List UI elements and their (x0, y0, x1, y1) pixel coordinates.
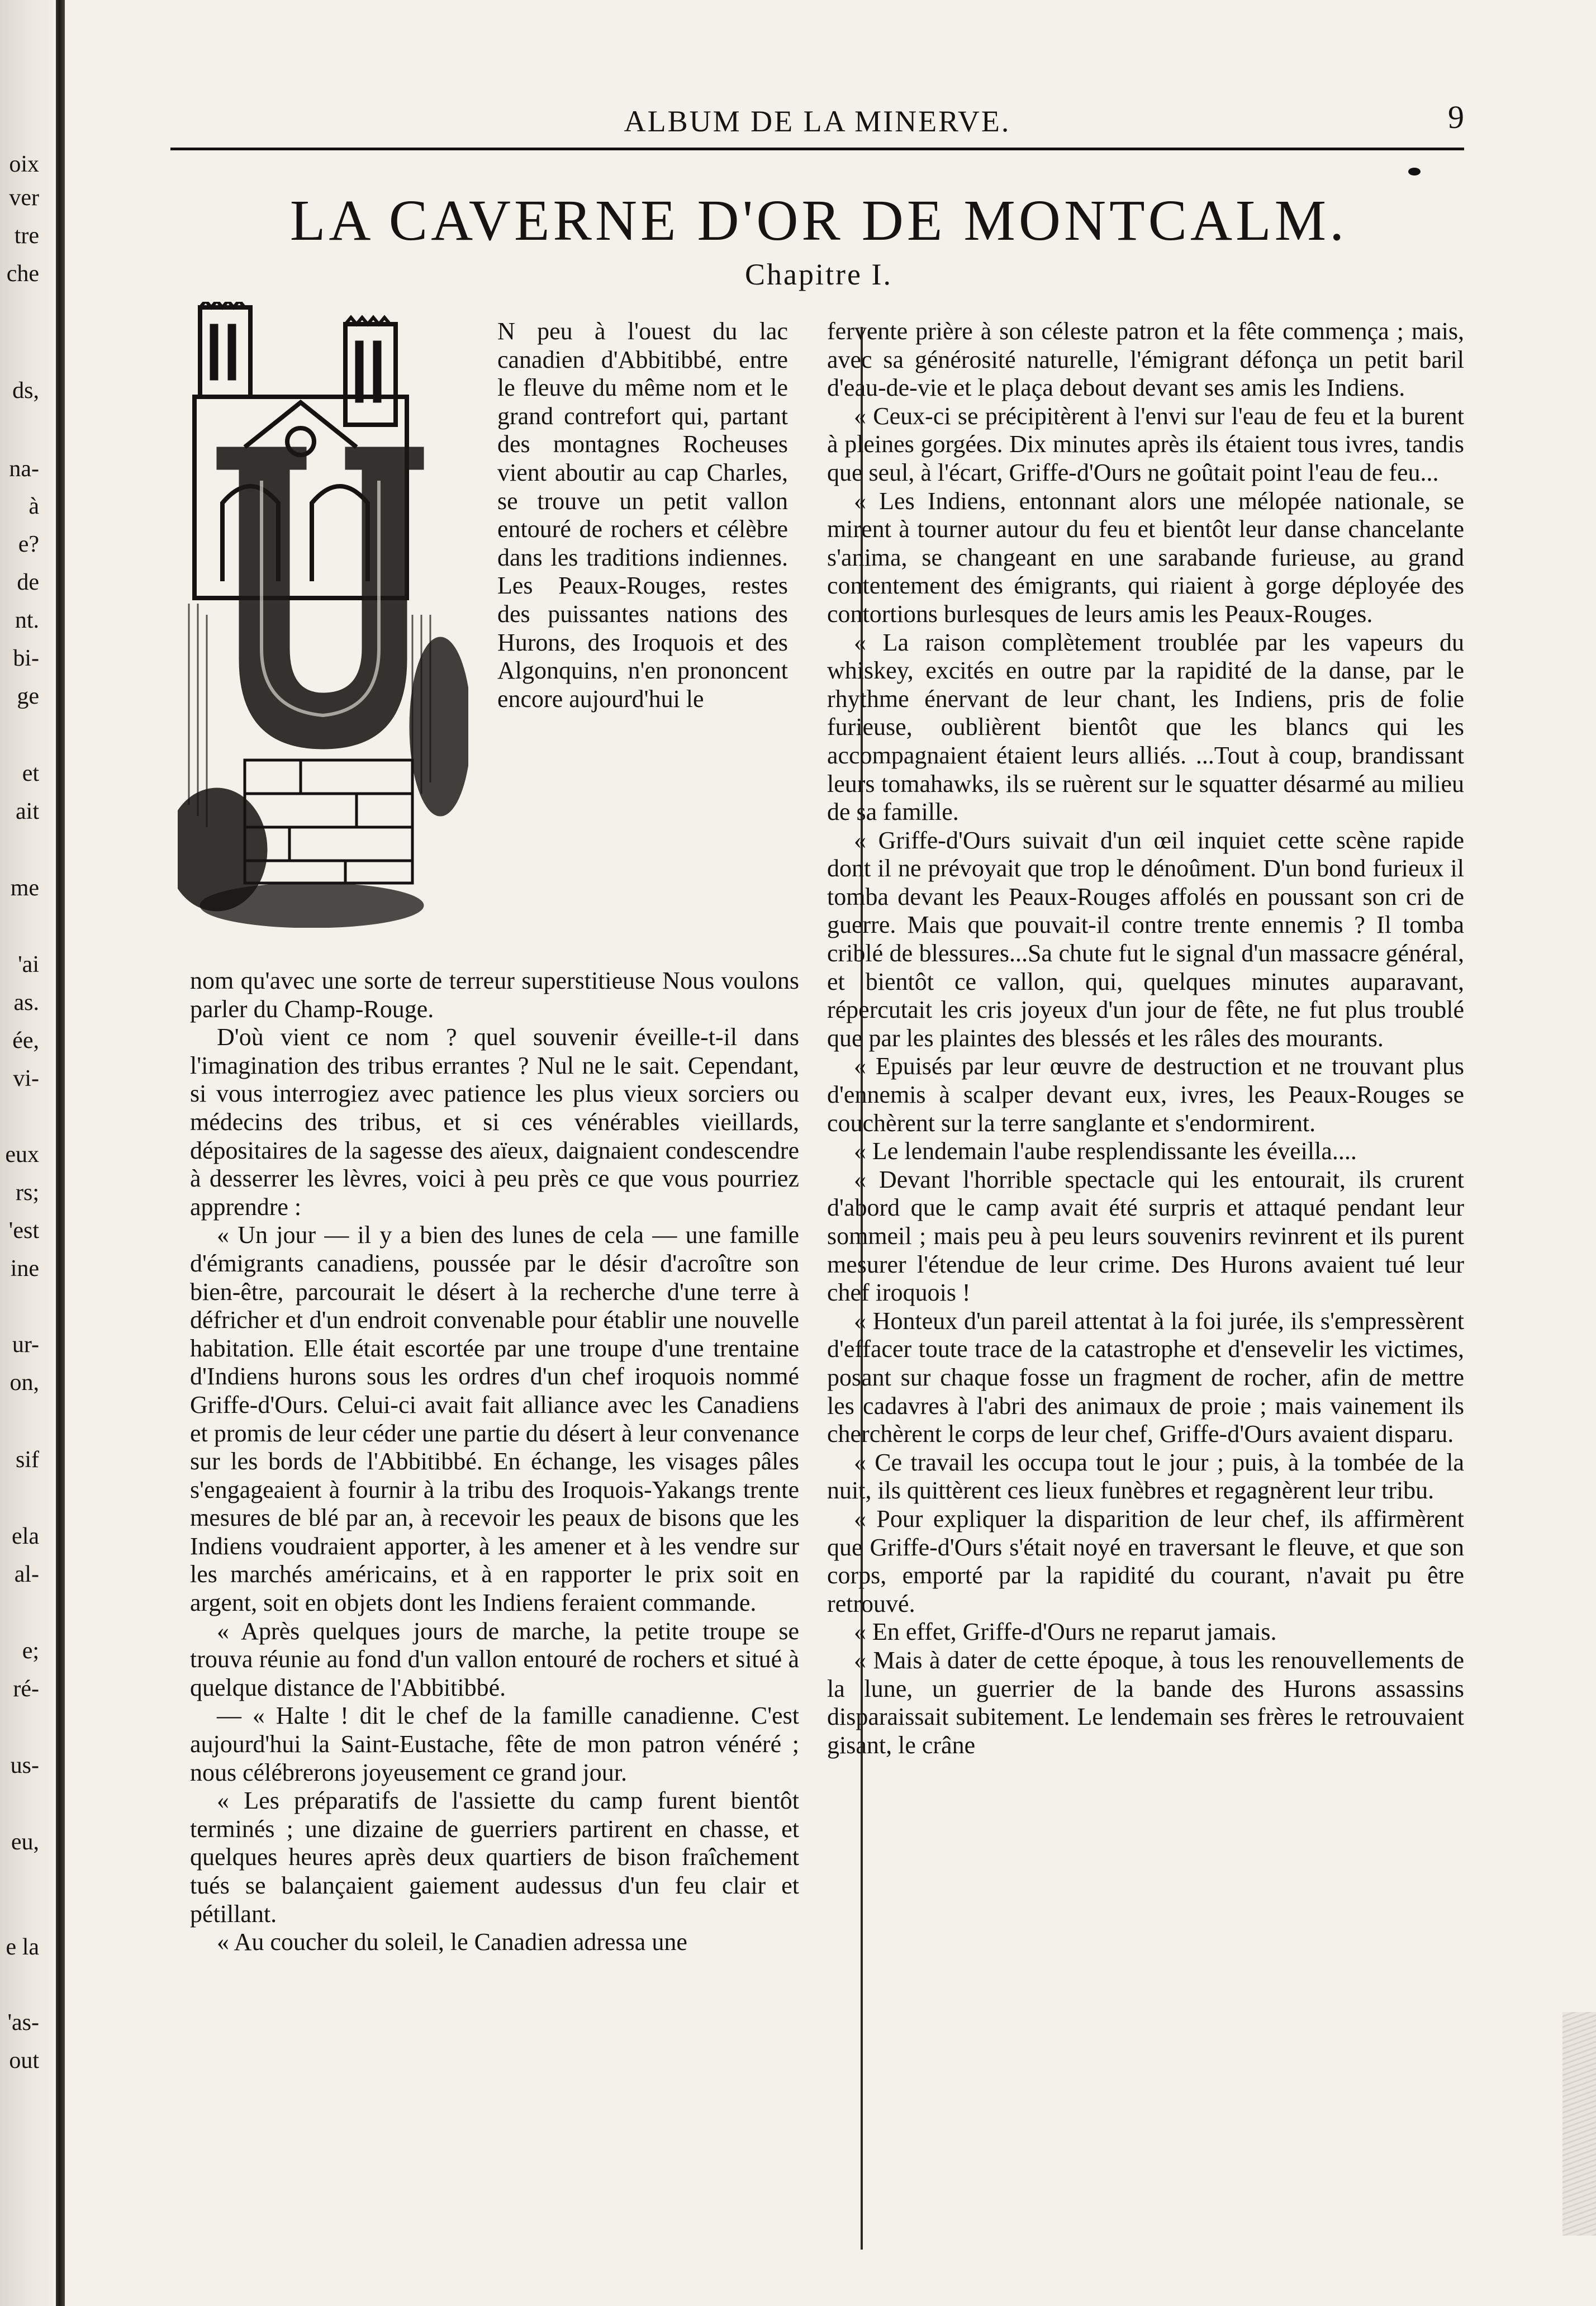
page-edge-texture (1562, 2012, 1596, 2236)
intro-paragraph: N peu à l'ouest du lac canadien d'Abbitibbé, entre le fleuve du même nom et le grand contrefort qui, partant des montagnes Rocheuses vient aboutir au cap Charles, se trouve un petit vallon entouré de rochers et célèbre dans les traditions indiennes. Les Peaux-Rouges, restes des puissantes nations des Hurons, des Iroquois et des Algonquins, n'en prononcent encore aujourd'hui le (497, 317, 788, 713)
running-head (170, 99, 1464, 154)
margin-fragment: out (9, 2048, 39, 2073)
margin-fragment: ver (9, 185, 39, 211)
chapter-heading: Chapitre I. (745, 258, 892, 291)
paragraph: fervente prière à son céleste patron et la fête commença ; mais, avec sa générosité naturelle, l'émigrant défonça un petit baril d'eau-de-vie et le plaça debout devant ses amis les Indiens. (827, 317, 1464, 402)
margin-fragment: al- (14, 1562, 39, 1587)
paragraph: « Devant l'horrible spectacle qui les entourait, ils crurent d'abord que le camp avait été surpris et attaqué pendant leur sommeil ; mais peu à peu leurs souvenirs revinrent et ils purent mesurer l'étendue de leur crime. Des Hurons avaient tué leur chef iroquois ! (827, 1165, 1464, 1307)
ink-mark (1408, 168, 1421, 175)
margin-fragment: na- (9, 456, 39, 482)
margin-fragment: eu, (11, 1829, 39, 1855)
margin-fragment: oix (9, 151, 39, 177)
page-number: 9 (1448, 99, 1464, 135)
margin-fragment: 'est (8, 1218, 39, 1244)
margin-fragment: et (22, 761, 39, 786)
margin-fragment: me (10, 875, 39, 901)
margin-fragment: sif (16, 1447, 39, 1473)
column-left-intro (497, 317, 788, 713)
margin-fragment: de (17, 570, 39, 595)
margin-fragment: 'as- (7, 2010, 39, 2035)
paragraph: « En effet, Griffe-d'Ours ne reparut jamais. (854, 1618, 1277, 1646)
margin-fragment: ée, (12, 1028, 39, 1054)
column-right (827, 317, 1464, 1759)
margin-fragment: vi- (13, 1066, 39, 1092)
margin-fragment: as. (13, 990, 39, 1016)
margin-fragment: on, (10, 1370, 39, 1396)
article-title: LA CAVERNE D'OR DE MONTCALM. (289, 188, 1348, 253)
paragraph: — « Halte ! dit le chef de la famille canadienne. C'est aujourd'hui la Saint-Eustache, fête de mon patron vénéré ; nous célébrerons joyeusement ce grand jour. (190, 1702, 799, 1786)
paragraph: « La raison complètement troublée par les vapeurs du whiskey, excités en outre par la rapidité de la danse, par le rhythme énervant de leur chant, les Indiens, pris de folie furieuse, oublièrent bientôt que les blancs qui les accompagnaient étaient leurs alliés. ...Tout à coup, brandissant leurs tomahawks, ils se ruèrent sur le squatter désarmé au milieu de sa famille. (827, 628, 1464, 826)
paragraph: « Le lendemain l'aube resplendissante les éveilla.... (854, 1137, 1357, 1165)
margin-fragment: e? (18, 532, 39, 557)
margin-fragment: bi- (13, 646, 39, 671)
paragraph: « Ceux-ci se précipitèrent à l'envi sur l'eau de feu et la burent à pleines gorgées. Dix minutes après ils étaient tous ivres, tandis que seul, à l'écart, Griffe-d'Ours ne goûtait point l'eau de feu... (827, 402, 1464, 486)
binding-gutter (56, 0, 65, 2306)
margin-fragment: ur- (12, 1332, 39, 1358)
church-initial-illustration (178, 302, 468, 928)
margin-fragment: ine (10, 1256, 39, 1282)
margin-fragment: ela (12, 1524, 39, 1549)
paragraph: « Les préparatifs de l'assiette du camp furent bientôt terminés ; une dizaine de guerriers partirent en chasse, et quelques heures après deux quartiers de bison fraîchement tués se balançaient gaiement audessus d'un feu clair et pétillant. (190, 1787, 799, 1928)
paragraph: « Epuisés par leur œuvre de destruction et ne trouvant plus d'ennemis à scalper devant eux, ivres, les Peaux-Rouges se couchèrent sur la terre sanglante et s'endormirent. (827, 1052, 1464, 1137)
margin-fragment: us- (10, 1753, 39, 1778)
margin-fragment: nt. (15, 608, 39, 633)
paragraph: D'où vient ce nom ? quel souvenir éveille-t-il dans l'imagination des tribus errantes ? Nul ne le sait. Cependant, si vous interrogiez avec patience les plus vieux sorciers ou médecins des tribus, et si ces vénérables vieillards, dépositaires de la sagesse des aïeux, daignaient condescendre à desserrer les lèvres, voici à peu près ce que vous pourriez apprendre : (190, 1023, 799, 1221)
margin-fragment: e; (22, 1638, 39, 1664)
paragraph: « Ce travail les occupa tout le jour ; puis, à la tombée de la nuit, ils quittèrent ces lieux funèbres et regagnèrent leur tribu. (827, 1448, 1464, 1505)
paragraph: « Au coucher du soleil, le Canadien adressa une (217, 1928, 687, 1956)
header-rule (170, 148, 1464, 150)
paragraph: nom qu'avec une sorte de terreur superstitieuse Nous voulons parler du Champ-Rouge. (190, 967, 799, 1023)
margin-fragment: tre (14, 223, 39, 249)
margin-fragment: eux (5, 1142, 39, 1168)
margin-fragment: à (28, 494, 39, 519)
margin-fragment: rs; (16, 1180, 39, 1206)
paragraph: « Après quelques jours de marche, la petite troupe se trouva réunie au fond d'un vallon entouré de rochers et situé à quelque distance de l'Abbitibbé. (190, 1617, 799, 1701)
paragraph: « Griffe-d'Ours suivait d'un œil inquiet cette scène rapide dont il ne prévoyait que trop le dénoûment. D'un bond furieux il tomba devant les Peaux-Rouges affolés en poussant son cri de guerre. Mais que pouvait-il contre trente ennemis ? Il tomba criblé de blessures...Sa chute fut le signal d'un massacre général, et bientôt ce vallon, qui, quelques minutes auparavant, répercutait les cris joyeux d'un jour de fête, ne fut plus troublé que par les plaintes des blessés et les râles des mourants. (827, 826, 1464, 1052)
paragraph: « Un jour — il y a bien des lunes de cela — une famille d'émigrants canadiens, poussée par le désir d'acroître son bien-être, parcourait le désert à la recherche d'une terre à défricher et d'un endroit convenable pour établir une nouvelle habitation. Elle était escortée par une troupe d'une trentaine d'Indiens hurons sous les ordres d'un chef iroquois nommé Griffe-d'Ours. Celui-ci avait fait alliance avec les Canadiens et promis de leur céder une partie du désert à leur convenance sur les bords de l'Abbitibbé. En échange, les visages pâles s'engageaient à fournir à la tribu des Iroquois-Yakangs trente mesures de blé par an, à recevoir les peaux de bisons que les Indiens voudraient apporter, à les amener et à les vendre sur les marchés américains, et à en rapporter le prix soit en argent, soit en objets dont les Indiens feraient commande. (190, 1221, 799, 1617)
margin-fragment: 'ai (18, 952, 39, 978)
margin-fragment: ait (16, 799, 39, 824)
paragraph: « Honteux d'un pareil attentat à la foi jurée, ils s'empressèrent d'effacer toute trace de la catastrophe et d'ensevelir les victimes, posant sur chaque fosse un fragment de rocher, afin de mettre les cadavres à l'abri des animaux de proie ; mais vainement ils cherchèrent le corps de leur chef, Griffe-d'Ours avaient disparu. (827, 1307, 1464, 1448)
paragraph: « Les Indiens, entonnant alors une mélopée nationale, se mirent à tourner autour du feu et bientôt leur danse chancelante s'anima, se changeant en une sarabande furieuse, au grand contentement des émigrants, qui riaient à gorge déployée des contortions burlesques de leurs amis les Peaux-Rouges. (827, 487, 1464, 628)
column-left (190, 967, 799, 1957)
margin-fragment: ré- (13, 1676, 39, 1702)
margin-fragment: ds, (12, 378, 39, 404)
margin-fragment: e la (6, 1934, 39, 1960)
journal-title: ALBUM DE LA MINERVE. (624, 105, 1011, 138)
margin-fragment: che (6, 261, 39, 287)
paragraph: « Pour expliquer la disparition de leur chef, ils affirmèrent que Griffe-d'Ours s'était noyé en traversant le fleuve, et que son corps, emporté par la rapidité du courant, n'avait pu être retrouvé. (827, 1505, 1464, 1617)
margin-fragment: ge (17, 684, 39, 709)
paragraph: « Mais à dater de cette époque, à tous les renouvellements de la lune, un guerrier de la bande des Hurons assassins disparaissait subitement. Le lendemain ses frères le retrouvaient gisant, le crâne (827, 1646, 1464, 1759)
